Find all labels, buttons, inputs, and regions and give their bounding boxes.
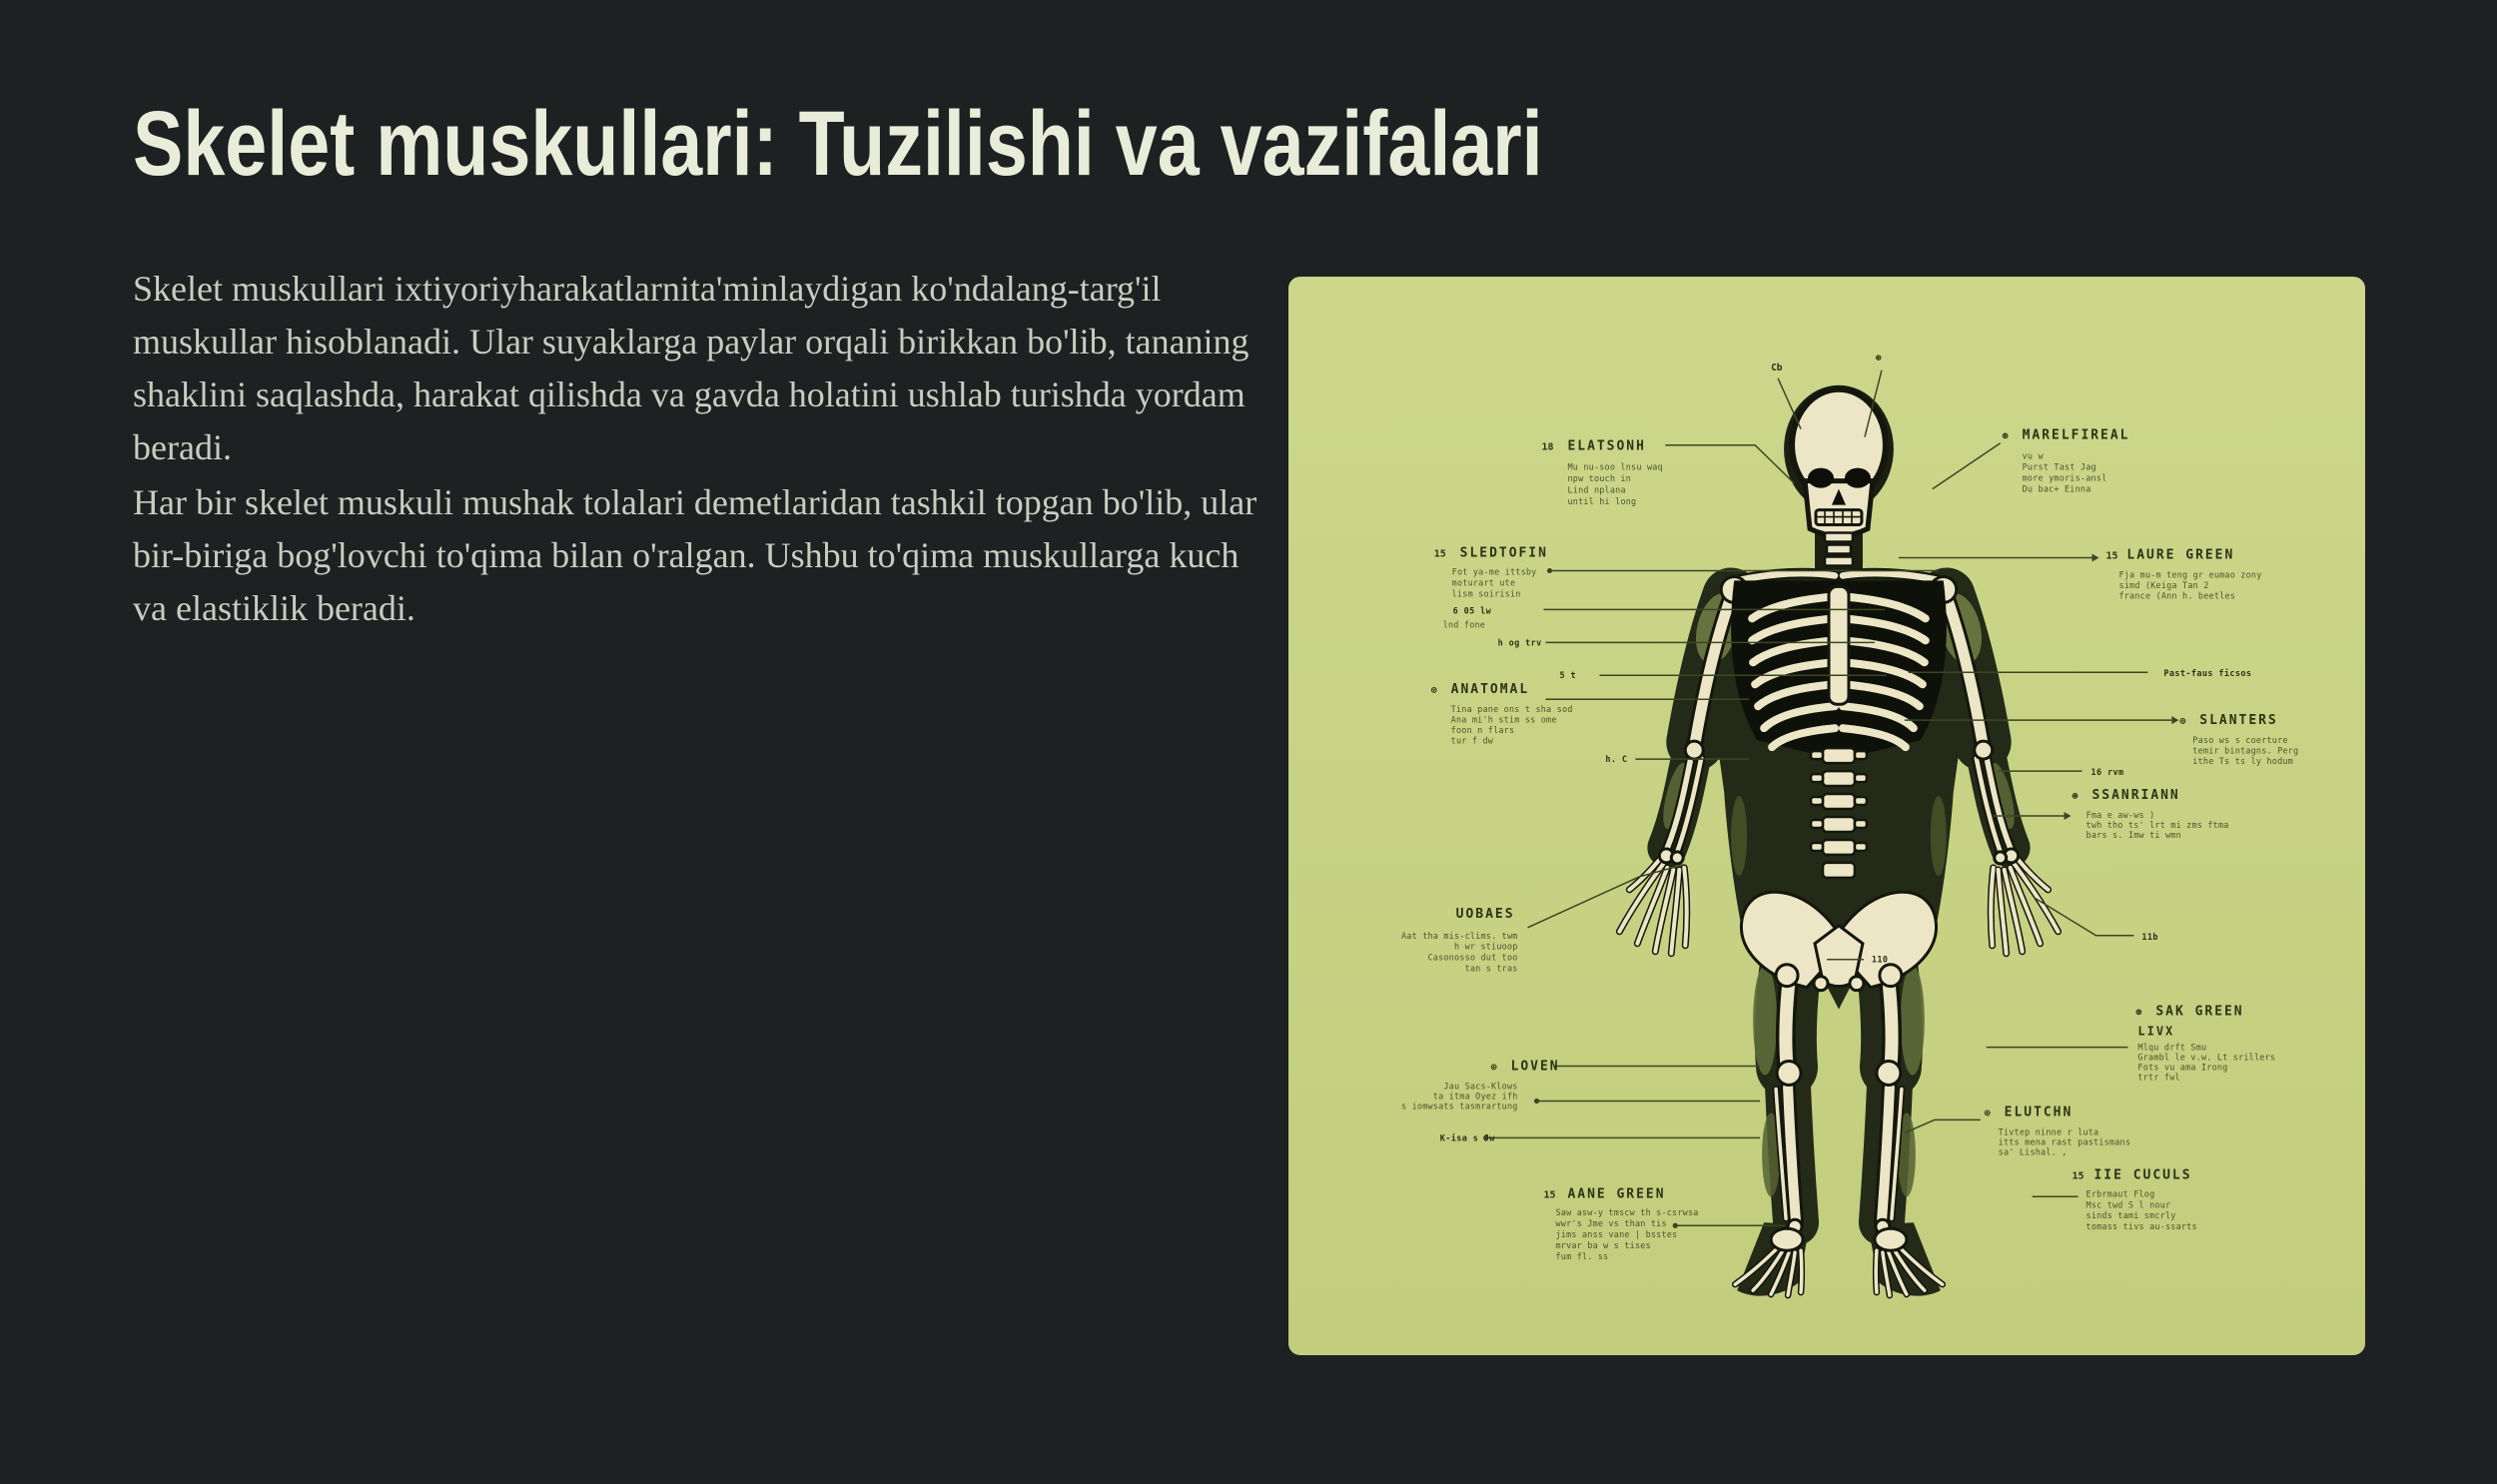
svg-text:tomass tivs au-ssarts: tomass tivs au-ssarts <box>2085 1221 2197 1232</box>
skeleton-figure <box>1288 277 2365 1355</box>
svg-text:15: 15 <box>2105 550 2118 562</box>
svg-text:foon n flars: foon n flars <box>1450 725 1515 736</box>
svg-text:IIE CUCULS: IIE CUCULS <box>2093 1167 2192 1183</box>
svg-text:SLEDTOFIN: SLEDTOFIN <box>1459 545 1548 561</box>
svg-text:Ana mi'h stim ss ome: Ana mi'h stim ss ome <box>1450 714 1557 725</box>
svg-text:sinds tami smcrly: sinds tami smcrly <box>2085 1210 2176 1221</box>
svg-text:15: 15 <box>1543 1189 1556 1201</box>
svg-text:fum fl. ss: fum fl. ss <box>1555 1251 1609 1262</box>
svg-text:france (Ann h. beetles: france (Ann h. beetles <box>2118 590 2236 601</box>
svg-text:wwr's Jme vs than tis: wwr's Jme vs than tis <box>1555 1218 1667 1229</box>
svg-text:SLANTERS: SLANTERS <box>2199 713 2278 729</box>
svg-text:trtr fwl: trtr fwl <box>2137 1072 2180 1083</box>
svg-text:lnd fone: lnd fone <box>1442 619 1486 630</box>
body-text <box>133 263 1259 637</box>
svg-text:⊕: ⊕ <box>1430 685 1437 697</box>
svg-text:s iomwsats tasmrartung: s iomwsats tasmrartung <box>1401 1101 1518 1112</box>
rib-cage <box>1731 580 1947 760</box>
svg-text:Purst Tast Jag: Purst Tast Jag <box>2022 461 2096 472</box>
svg-text:⊛: ⊛ <box>2135 1007 2142 1019</box>
svg-text:⊛: ⊛ <box>2002 430 2009 442</box>
svg-text:sa' Lishal. ,: sa' Lishal. , <box>1998 1146 2068 1157</box>
svg-text:Fots vu ama Irong: Fots vu ama Irong <box>2137 1062 2228 1073</box>
svg-text:simd (Keiga Tan 2: simd (Keiga Tan 2 <box>2118 579 2209 590</box>
svg-text:Grambl le v.w. Lt srillers: Grambl le v.w. Lt srillers <box>2137 1052 2276 1063</box>
svg-text:15: 15 <box>2072 1170 2084 1182</box>
svg-text:until hi long: until hi long <box>1567 496 1637 507</box>
svg-text:16 rvm: 16 rvm <box>2090 767 2124 778</box>
svg-text:⊕: ⊕ <box>2179 716 2186 728</box>
svg-text:Paso ws s coerture: Paso ws s coerture <box>2192 735 2288 746</box>
svg-text:temir bintagns. Perg: temir bintagns. Perg <box>2192 745 2299 756</box>
svg-text:ithe Ts ts ly hodum: ithe Ts ts ly hodum <box>2192 756 2293 767</box>
svg-text:bars s. Imw ti wmn: bars s. Imw ti wmn <box>2085 829 2181 840</box>
svg-text:h. C: h. C <box>1605 754 1628 765</box>
skeleton-illustration <box>1288 277 2365 1355</box>
svg-text:SAK GREEN: SAK GREEN <box>2155 1004 2244 1020</box>
svg-text:Fja mu-m teng gr eumao zony: Fja mu-m teng gr eumao zony <box>2118 569 2262 580</box>
svg-text:ELUTCHN: ELUTCHN <box>2004 1105 2074 1120</box>
svg-text:ANATOMAL: ANATOMAL <box>1450 682 1530 698</box>
svg-text:tur f dw: tur f dw <box>1450 735 1494 746</box>
svg-text:Du bac+ Einna: Du bac+ Einna <box>2022 483 2091 494</box>
svg-text:vu w: vu w <box>2022 450 2044 461</box>
svg-text:⊕: ⊕ <box>1490 1062 1497 1074</box>
svg-text:Erbrmaut Flog: Erbrmaut Flog <box>2085 1188 2155 1199</box>
svg-text:110: 110 <box>1871 954 1889 965</box>
page-title: Skelet muskullari: Tuzilishi va vazifalari <box>133 93 1543 195</box>
svg-text:h wr stiuoop: h wr stiuoop <box>1453 941 1518 952</box>
svg-text:Aat tha mis-clims. twm: Aat tha mis-clims. twm <box>1401 930 1518 941</box>
svg-text:⊛: ⊛ <box>2072 791 2079 803</box>
svg-text:6 05 lw: 6 05 lw <box>1452 605 1492 616</box>
svg-text:Tina pane ons t sha sod: Tina pane ons t sha sod <box>1450 704 1573 715</box>
svg-text:h og trv: h og trv <box>1497 637 1542 648</box>
svg-text:SSANRIANN: SSANRIANN <box>2091 788 2180 804</box>
svg-text:⊕: ⊕ <box>1984 1108 1991 1119</box>
svg-text:K-isa s Jw: K-isa s Jw <box>1439 1132 1495 1143</box>
svg-text:ELATSONH: ELATSONH <box>1567 438 1646 454</box>
svg-text:Casonosso dut too: Casonosso dut too <box>1427 952 1518 963</box>
svg-text:npw touch in: npw touch in <box>1567 473 1632 484</box>
svg-text:lism soirisin: lism soirisin <box>1451 588 1521 599</box>
svg-text:LOVEN: LOVEN <box>1510 1059 1560 1075</box>
svg-text:LIVX: LIVX <box>2137 1024 2175 1039</box>
svg-text:Msc twd S l nour: Msc twd S l nour <box>2085 1199 2171 1210</box>
svg-text:Jau Sacs-Klows: Jau Sacs-Klows <box>1443 1081 1518 1092</box>
svg-text:mrvar ba w s tises: mrvar ba w s tises <box>1555 1240 1651 1251</box>
svg-text:MARELFIREAL: MARELFIREAL <box>2022 427 2130 443</box>
svg-text:Fma e aw-ws ): Fma e aw-ws ) <box>2085 809 2155 820</box>
svg-text:twh tho ts' lrt mi zms ftma: twh tho ts' lrt mi zms ftma <box>2085 819 2229 830</box>
svg-text:Saw asw-y tmscw th s-csrwsa: Saw asw-y tmscw th s-csrwsa <box>1555 1207 1699 1218</box>
svg-text:AANE GREEN: AANE GREEN <box>1567 1186 1666 1202</box>
svg-text:Mlqu drft Smu: Mlqu drft Smu <box>2137 1042 2207 1053</box>
svg-text:18: 18 <box>1541 441 1554 453</box>
svg-text:tan s tras: tan s tras <box>1464 963 1518 974</box>
svg-text:5 t: 5 t <box>1559 670 1576 681</box>
paragraph-2: Har bir skelet muskuli mushak tolalari demetlaridan tashkil topgan bo'lib, ular bir-biriga bog'lovchi to'qima bilan o'ralgan. Ushbu to'qima muskullarga kuch va elastiklik beradi. <box>133 482 1257 628</box>
svg-text:11b: 11b <box>2141 931 2158 942</box>
svg-text:Fot ya-me ittsby: Fot ya-me ittsby <box>1451 566 1537 577</box>
svg-text:jims anss vane | bsstes: jims anss vane | bsstes <box>1555 1229 1678 1240</box>
svg-text:more ymoris-ansl: more ymoris-ansl <box>2022 472 2107 483</box>
svg-text:moturart ute: moturart ute <box>1451 577 1516 588</box>
svg-text:15: 15 <box>1433 548 1446 560</box>
svg-text:Tivtep ninne r luta: Tivtep ninne r luta <box>1998 1126 2099 1137</box>
svg-text:Cb: Cb <box>1771 362 1783 373</box>
svg-text:Mu nu-soo lnsu waq: Mu nu-soo lnsu waq <box>1567 461 1663 472</box>
svg-text:itts mena rast pastismans: itts mena rast pastismans <box>1998 1136 2131 1147</box>
paragraph-1: Skelet muskullari ixtiyoriyharakatlarnita'minlaydigan ko'ndalang-targ'il muskullar hisoblanadi. Ular suyaklarga paylar orqali birikkan bo'lib, tananing shaklini saqlashda, harakat qilishda va gavda holatini ushlab turishda yordam beradi. <box>133 269 1249 467</box>
svg-text:Past-faus ficsos: Past-faus ficsos <box>2163 668 2252 679</box>
svg-text:Lind nplana: Lind nplana <box>1567 484 1626 495</box>
svg-text:⊛: ⊛ <box>1875 352 1882 364</box>
svg-text:ta itma Oyez ifh: ta itma Oyez ifh <box>1432 1091 1518 1102</box>
svg-text:LAURE GREEN: LAURE GREEN <box>2126 547 2235 563</box>
svg-text:UOBAES: UOBAES <box>1455 906 1515 922</box>
